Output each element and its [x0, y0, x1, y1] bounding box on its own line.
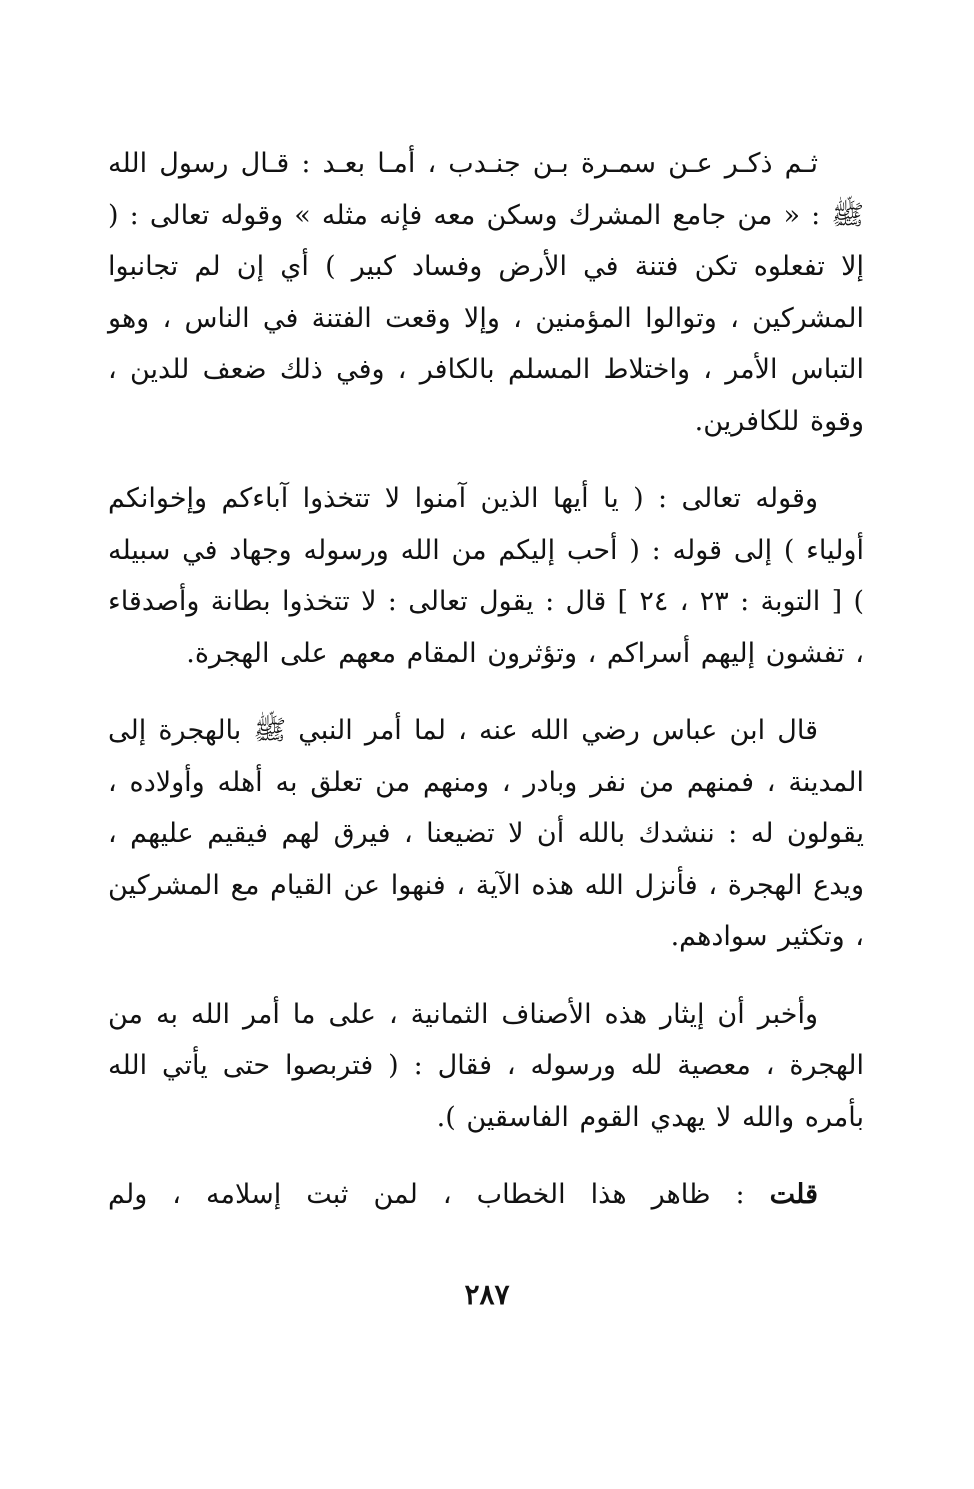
page-body [108, 138, 864, 1247]
paragraph-2: وقوله تعالى : ( يا أيها الذين آمنوا لا تتخذوا آباءكم وإخوانكم أولياء ) إلى قوله : ( أحب إليكم من الله ورسوله وجهاد في سبيله ) [ التوبة : ٢٣ ، ٢٤ ] قال : يقول تعالى : لا تتخذوا بطانة وأصدقاء ، تفشون إليهم أسراكم ، وتؤثرون المقام معهم على الهجرة. [108, 483, 864, 669]
paragraph-4: وأخبر أن إيثار هذه الأصناف الثمانية ، على ما أمر الله به من الهجرة ، معصية لله ورسوله ، فقال : ( فتربصوا حتى يأتي الله بأمره والله لا يهدي القوم الفاسقين ). [108, 998, 864, 1133]
paragraph-5-lead: قلت [769, 1179, 818, 1210]
paragraph-5 [108, 1169, 864, 1221]
paragraph-5-text: : ظاهر هذا الخطاب ، لمن ثبت إسلامه ، ولم [108, 1179, 770, 1210]
paragraph-1: ثـم ذكـر عـن سمـرة بـن جنـدب ، أمـا بعـد : قـال رسول الله ﷺ : « من جامع المشرك وسكن معه فإنه مثله » وقوله تعالى : ( إلا تفعلوه تكن فتنة في الأرض وفساد كبير ) أي إن لم تجانبوا المشركين ، وتوالوا المؤمنين ، وإلا وقعت الفتنة في الناس ، وهو التباس الأمر ، واختلاط المسلم بالكافر ، وفي ذلك ضعف للدين ، وقوة للكافرين. [108, 148, 864, 437]
page-number: ٢٨٧ [464, 1278, 510, 1311]
paragraph-3: قال ابن عباس رضي الله عنه ، لما أمر النبي ﷺ بالهجرة إلى المدينة ، فمنهم من نفر وبادر ، ومنهم من تعلق به أهله وأولاده ، يقولون له : ننشدك بالله أن لا تضيعنا ، فيرق لهم فيقيم عليهم ، ويدع الهجرة ، فأنزل الله هذه الآية ، فنهوا عن القيام مع المشركين ، وتكثير سوادهم. [108, 715, 865, 952]
